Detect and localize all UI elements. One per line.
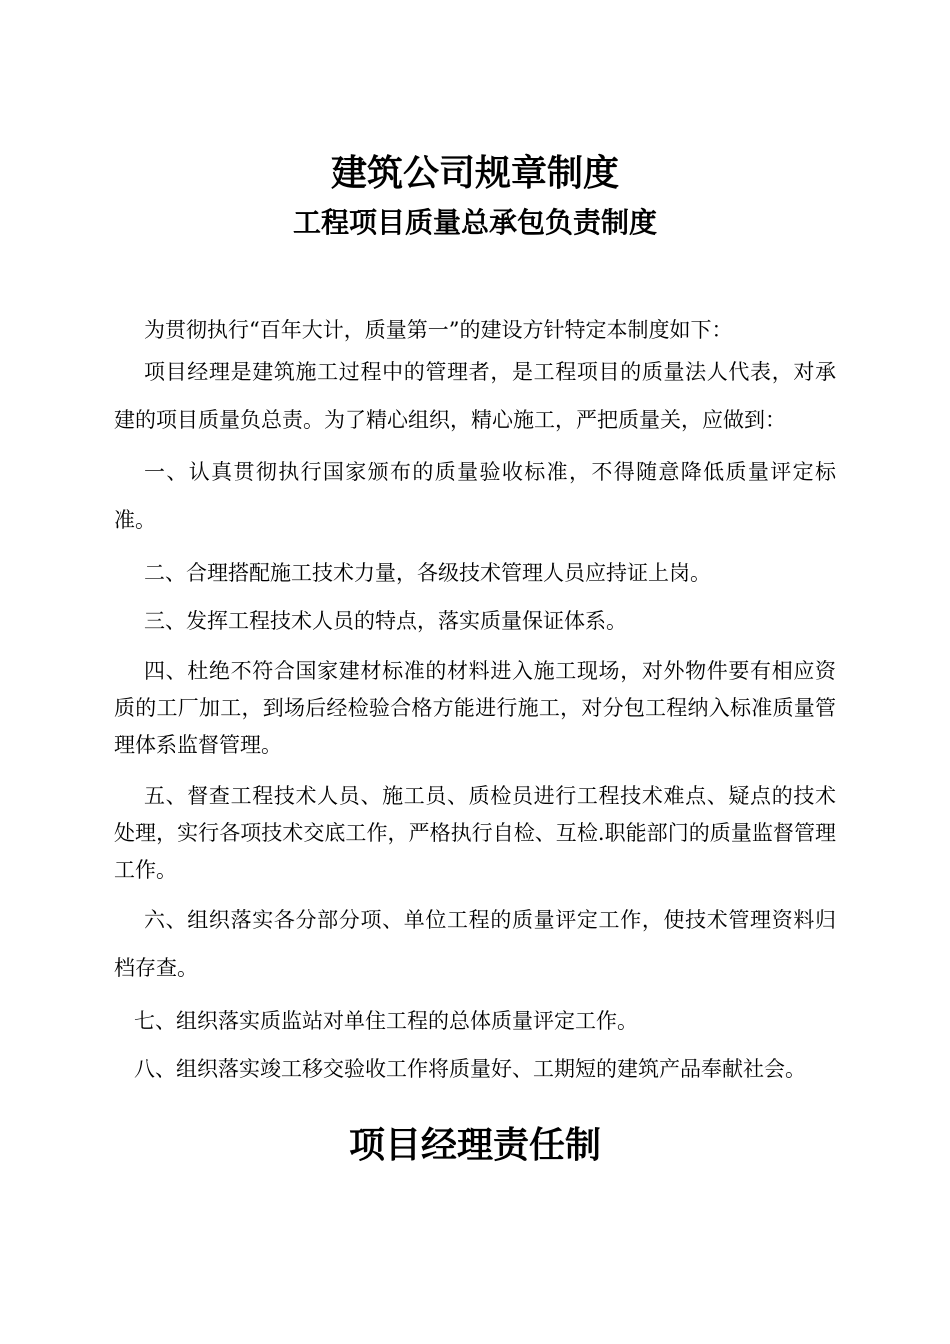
document-title: 建筑公司规章制度 xyxy=(330,153,619,194)
paragraph-item-8: 八、组织落实竣工移交验收工作将质量好、工期短的建筑产品奉献社会。 xyxy=(134,1057,806,1081)
paragraph-item-7: 七、组织落实质监站对单住工程的总体质量评定工作。 xyxy=(134,1009,638,1033)
paragraph-manager: 项目经理是建筑施工过程中的管理者，是工程项目的质量法人代表，对承建的项目质量负总责。为了精心组织，精心施工，严把质量关，应做到： xyxy=(114,360,836,432)
paragraph-item-5: 五、督查工程技术人员、施工员、质检员进行工程技术难点、疑点的技术处理，实行各项技术交底工作，严格执行自检、互检.职能部门的质量监督管理工作。 xyxy=(114,784,836,882)
paragraph-item-4: 四、杜绝不符合国家建材标准的材料进入施工现场，对外物件要有相应资质的工厂加工，到场后经检验合格方能进行施工，对分包工程纳入标准质量管理体系监督管理。 xyxy=(114,659,836,757)
paragraph-item-1: 一、认真贯彻执行国家颁布的质量验收标准，不得随意降低质量评定标准。 xyxy=(114,460,836,532)
document-subtitle: 工程项目质量总承包负责制度 xyxy=(292,206,657,239)
paragraph-item-6: 六、组织落实各分部分项、单位工程的质量评定工作，使技术管理资料归档存查。 xyxy=(114,908,836,980)
section-title: 项目经理责任制 xyxy=(348,1125,601,1166)
paragraph-item-3: 三、发挥工程技术人员的特点，落实质量保证体系。 xyxy=(144,609,627,633)
paragraph-intro: 为贯彻执行“百年大计，质量第一”的建设方针特定本制度如下： xyxy=(144,318,733,342)
paragraph-item-2: 二、合理搭配施工技术力量，各级技术管理人员应持证上岗。 xyxy=(144,561,711,585)
